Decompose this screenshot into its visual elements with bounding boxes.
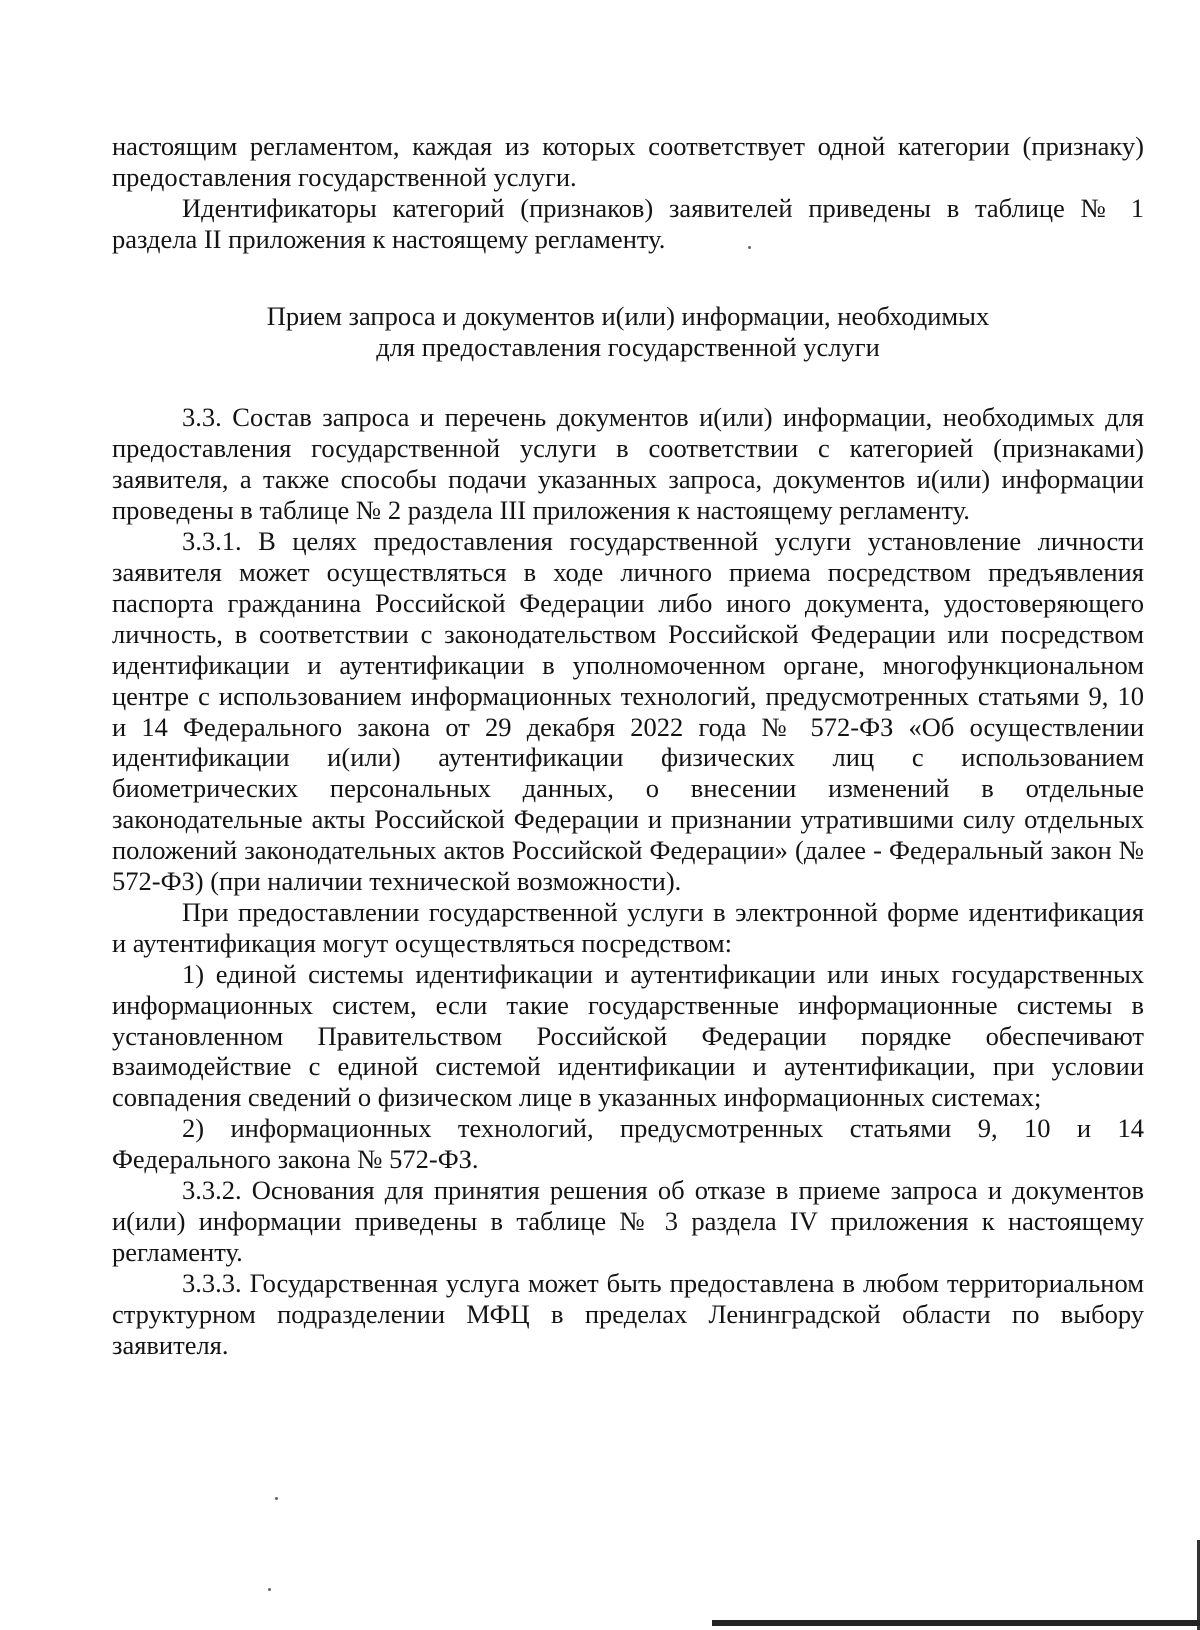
paragraph-electronic-form: При предоставлении государственной услуги в электронной форме идентификация и аутентификация могут осуществляться посредством: [112,896,1144,958]
scan-speck [268,1588,271,1591]
paragraph-item-1: 1) единой системы идентификации и аутентификации или иных государственных информационных систем, если такие государственные информационные системы в установленном Правительством Российской Федерации порядке обеспечивают взаимодействие с единой системой идентификации и аутентификации, при условии совпадения сведений о физическом лице в указанных информационных системах; [112,958,1144,1113]
paragraph-3-3-1: 3.3.1. В целях предоставления государственной услуги установление личности заявителя может осуществляться в ходе личного приема посредством предъявления паспорта гражданина Российской Федерации либо иного документа, удостоверяющего личность, в соответствии с законодательством Российской Федерации или посредством идентификации и аутентификации в уполномоченном органе, многофункциональном центре с использованием информационных технологий, предусмотренных статьями 9, 10 и 14 Федерального закона от 29 декабря 2022 года № 572-ФЗ «Об осуществлении идентификации и(или) аутентификации физических лиц с использованием биометрических персональных данных, о внесении изменений в отдельные законодательные акты Российской Федерации и признании утратившими силу отдельных положений законодательных актов Российской Федерации» (далее - Федеральный закон № 572-ФЗ) (при наличии технической возможности). [112,526,1144,897]
section-heading [112,301,1144,363]
paragraph-3-3: 3.3. Состав запроса и перечень документов и(или) информации, необходимых для предоставления государственной услуги в соответствии с категорией (признаками) заявителя, а также способы подачи указанных запроса, документов и(или) информации проведены в таблице № 2 раздела III приложения к настоящему регламенту. [112,402,1144,526]
section-heading-line2: для предоставления государственной услуги [376,331,880,362]
paragraph-continuation: настоящим регламентом, каждая из которых соответствует одной категории (признаку) предоставления государственной услуги. [112,131,1144,192]
scan-speck [748,246,751,249]
document-body [112,131,1144,1361]
scan-speck [275,1497,278,1500]
paragraph-identifiers: Идентификаторы категорий (признаков) заявителей приведены в таблице № 1 раздела II приложения к настоящему регламенту. [112,192,1144,254]
paragraph-3-3-3: 3.3.3. Государственная услуга может быть предоставлена в любом территориальном структурном подразделении МФЦ в пределах Ленинградской области по выбору заявителя. [112,1267,1144,1360]
paragraph-item-2: 2) информационных технологий, предусмотренных статьями 9, 10 и 14 Федерального закона № 572-ФЗ. [112,1113,1144,1175]
section-heading-line1: Прием запроса и документов и(или) информации, необходимых [266,300,990,331]
paragraph-3-3-2: 3.3.2. Основания для принятия решения об отказе в приеме запроса и документов и(или) информации приведены в таблице № 3 раздела IV приложения к настоящему регламенту. [112,1175,1144,1267]
scan-bottom-edge [712,1620,1200,1626]
